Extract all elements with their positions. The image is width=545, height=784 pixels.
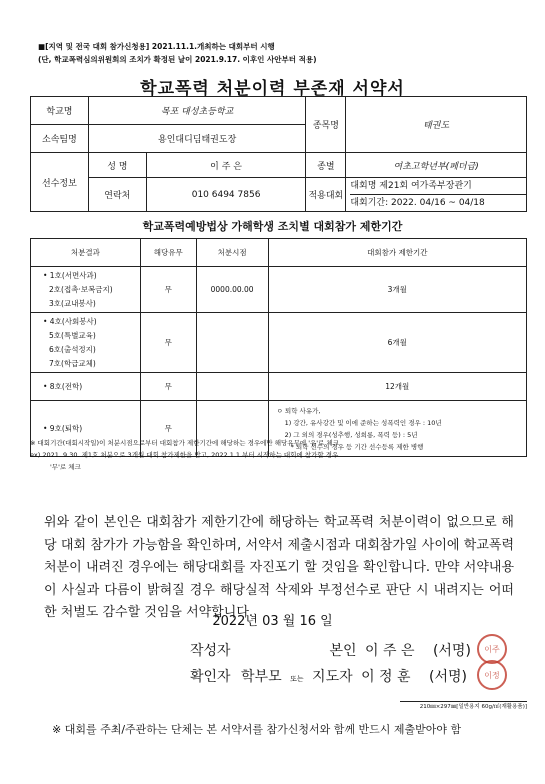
document-title: 학교폭력 처분이력 부존재 서약서 [140,79,405,99]
measure-item: 2호(접촉·보복금지) [49,284,113,294]
header-has: 해당유무 [140,239,196,267]
table-row [31,267,527,313]
has-value: 무 [140,267,196,313]
limit-value: 6개월 [268,313,526,373]
competition-label: 적용대회 [306,178,346,212]
header-when: 처분시점 [196,239,268,267]
when-value [196,373,268,401]
confirmer-role-parent: 학부모 [241,669,282,685]
limit-line: 1) 강간, 유사강간 및 이에 준하는 성폭력인 경우 : 10년 [284,418,442,427]
school-value: 목포 대성초등학교 [88,97,306,125]
measure-item: 7호(학급교체) [49,358,96,368]
header-result: 처분결과 [31,239,141,267]
notice-line-1: ■[지역 및 전국 대회 참가신청용] 2021.11.1.개최하는 대회부터 시행 [38,42,275,51]
table-row [31,313,527,373]
limit-line: ㅇ 퇴학 사유가, [276,406,321,415]
measure-item: • 4호(사회봉사) [43,316,97,326]
measure-item: • 9호(퇴학) [31,401,141,457]
pledge-text: 위와 같이 본인은 대회참가 제한기간에 해당하는 학교폭력 처분이력이 없으므로 해당 대회 참가가 가능함을 확인하며, 서약서 제출시점과 대회참가일 사이에 학교폭력 처분이 내려진 경우에는 해당대회를 자진포기 할 것임을 확인합니다. 만약 서약내용이 사실과 다름이 밝혀질 경우 해당실적 삭제와 부정선수로 판단 시 내려지는 어떠한 처벌도 감수할 것임을 서약합니다. [44,515,514,620]
when-value [196,313,268,373]
has-value: 무 [140,313,196,373]
measures-title: 학교폭력예방법상 가해학생 조치별 대회참가 제한기간 [142,220,403,233]
competition-period: 대회기간: 2022. 04/16 ~ 04/18 [350,198,485,208]
limit-value: 12개월 [268,373,526,401]
contact-label: 연락처 [88,178,146,212]
player-label: 선수정보 [31,153,89,212]
writer-name: 이 주 은 [365,643,415,659]
confirmer-label: 확인자 [190,669,231,685]
footnote-line-2: ex) 2021. 9.30. 제1호 처분으로 3개월 대회 참가제한을 받고, 2022.1.1.부터 시작하는 대회에 참가할 경우 [30,451,339,459]
writer-sign: (서명) [432,643,471,659]
team-value: 용인대디딤태권도장 [88,125,306,153]
bottom-note: ※ 대회를 주최/주관하는 단체는 본 서약서를 참가신청서와 함께 반드시 제출받아야 함 [52,723,462,736]
has-value: 무 [140,373,196,401]
event-label: 종별 [306,153,346,178]
school-label: 학교명 [31,97,89,125]
header-limit: 대회참가 제한기간 [268,239,526,267]
confirmer-or: 또는 [290,675,304,683]
when-value: 0000.00.00 [196,267,268,313]
contact-value: 010 6494 7856 [146,178,306,212]
confirmer-stamp: 이정 [477,660,507,690]
writer-label: 작성자 [190,643,231,659]
sport-label: 종목명 [306,97,346,153]
writer-role: 본인 [329,643,357,659]
measure-item: • 1호(서면사과) [43,270,97,280]
name-value: 이 주 은 [146,153,306,178]
measure-item: 3호(교내봉사) [49,298,96,308]
limit-line: * 퇴학 선수의 경우 등 기간 선수등록 제한 병행 [290,442,424,451]
confirmer-signature-row [190,666,467,686]
measures-table [30,238,527,457]
confirmer-role-coach: 지도자 [312,669,353,685]
has-value: 무 [140,401,196,457]
confirmer-name: 이 정 훈 [361,669,411,685]
footnote-line-3: '무'로 체크 [50,463,81,471]
writer-stamp: 이주 [477,634,507,664]
paper-spec: 210㎜×297㎜[일반용지 60g/㎡(재활용품)] [400,701,527,710]
event-value: 여초고학년부(페더급) [346,153,527,178]
measure-item: 5호(특별교육) [49,330,96,340]
notice-line-2: (단, 학교폭력심의위원회의 조치가 확정된 날이 2021.9.17. 이후인 사안부터 적용) [38,55,317,64]
table-row [31,373,527,401]
name-label: 성 명 [88,153,146,178]
footnote-line-1: ※ 대회기간(대회시작일)이 처분시점으로부터 대회참가 제한기간에 해당하는 경우에만 해당유무에 '유'로 체크 [30,439,339,447]
confirmer-sign: (서명) [429,669,467,685]
limit-value: 3개월 [268,267,526,313]
measure-item: 6호(출석정지) [49,344,96,354]
pledge-date: 2022년 03 월 16 일 [212,614,333,629]
notice [38,40,317,66]
footnote [30,437,527,473]
measure-item: • 8호(전학) [31,373,141,401]
team-label: 소속팀명 [31,125,89,153]
sport-value: 태권도 [346,97,527,153]
limit-line: 2) 그 외의 경우(성추행, 성희롱, 폭력 등) : 5년 [284,430,418,439]
competition-name: 대회명 제21회 여가족부장관기 [350,178,526,195]
info-table [30,96,527,212]
writer-signature-row [190,640,471,660]
